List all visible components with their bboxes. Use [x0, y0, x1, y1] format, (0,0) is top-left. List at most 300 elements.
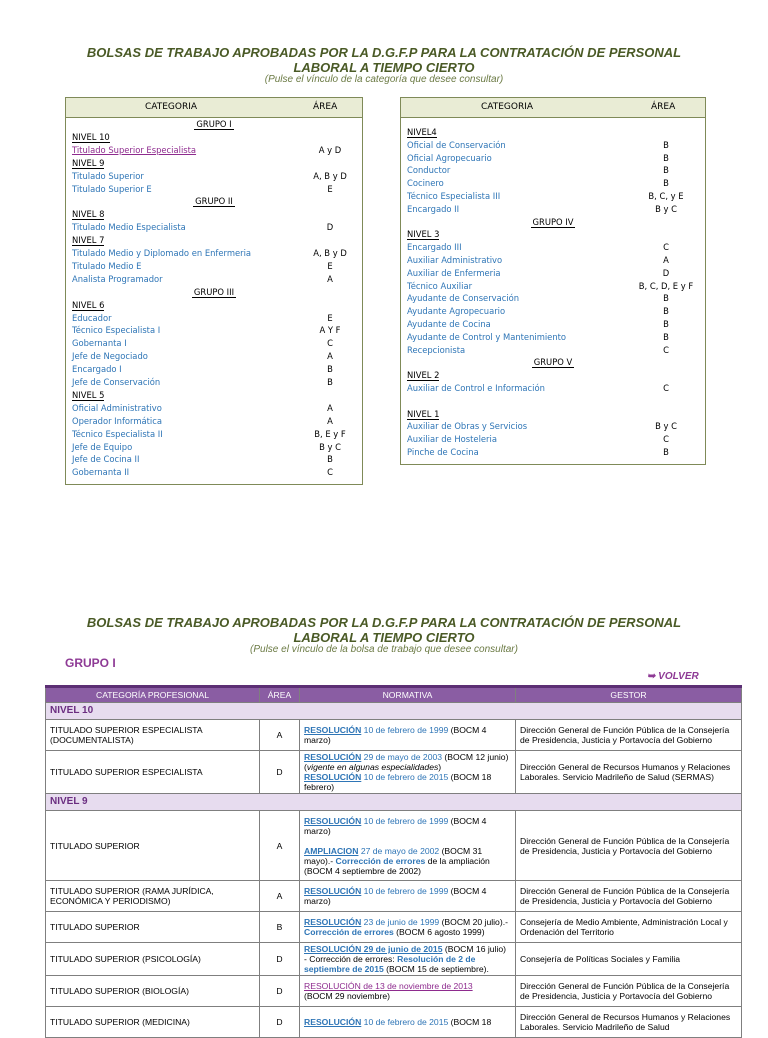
gestor-cell: Consejería de Medio Ambiente, Administración Local y Ordenación del Territorio: [516, 912, 742, 943]
row-label: [407, 139, 506, 152]
normativa-cell: [300, 1007, 516, 1038]
bocm-ref: (BOCM 4 marzo): [304, 725, 487, 745]
area-cell: D: [260, 1007, 300, 1038]
category-link[interactable]: Gobernanta II: [72, 467, 130, 478]
resolucion-date: 10 de febrero de 2015: [361, 1017, 449, 1027]
category-index-right: [400, 97, 706, 465]
area-cell: B: [260, 912, 300, 943]
col-categoria: CATEGORIA: [481, 102, 534, 112]
level-row: [46, 703, 742, 720]
area-value: A: [327, 415, 333, 426]
category-link[interactable]: Oficial de Conservación: [407, 139, 506, 150]
row-label: [407, 152, 492, 165]
area-value: E: [327, 312, 333, 323]
area-value: E: [327, 183, 333, 194]
level-label: NIVEL 9: [72, 157, 105, 168]
category-row: [66, 273, 362, 286]
row-label: [407, 446, 479, 459]
category-link[interactable]: Titulado Medio Especialista: [72, 222, 186, 233]
table-row: [46, 751, 742, 794]
bocm-ref: (BOCM 4 marzo): [304, 815, 487, 836]
area-value: D: [662, 267, 670, 278]
category-link[interactable]: Encargado I: [72, 364, 122, 375]
category-link[interactable]: Ayudante de Conservación: [407, 293, 520, 304]
area-value: A y D: [318, 144, 342, 155]
group-label: GRUPO IV: [532, 216, 574, 227]
area-value: A: [327, 273, 333, 284]
row-label: [72, 376, 160, 389]
table-row: [46, 1007, 742, 1038]
table-row: [46, 811, 742, 881]
level-label: NIVEL 5: [72, 389, 105, 400]
area-value: A: [327, 402, 333, 413]
category-row: [401, 152, 705, 165]
col-area: ÁREA: [313, 102, 338, 112]
category-row: [401, 420, 705, 433]
row-label: [407, 203, 459, 216]
spacer-row: [401, 395, 705, 408]
category-row: [401, 177, 705, 190]
col-normativa: NORMATIVA: [300, 687, 516, 703]
resolucion-link[interactable]: RESOLUCIÓN: [304, 752, 362, 762]
row-label: [72, 402, 162, 415]
resolucion-date: 10 de febrero de 1999: [361, 815, 449, 826]
bocm-ref: (BOCM 12 junio) (: [304, 752, 509, 772]
area-value: C: [663, 344, 669, 355]
area-value: B: [327, 364, 333, 375]
correccion-link[interactable]: Corrección de errores: [304, 927, 394, 937]
categoria-cell: TITULADO SUPERIOR (PSICOLOGÍA): [46, 943, 260, 976]
level-row: [401, 369, 705, 382]
row-label: [66, 195, 362, 208]
level-row: [66, 208, 362, 221]
row-label: [407, 369, 439, 382]
group-row: [66, 195, 362, 208]
category-row: [66, 144, 362, 157]
area-value: C: [327, 338, 333, 349]
page-subtitle: (Pulse el vínculo de la categoría que desee consultar): [264, 74, 504, 85]
area-cell: D: [260, 943, 300, 976]
row-label: [72, 170, 144, 183]
category-row: [401, 292, 705, 305]
level-row: [66, 157, 362, 170]
group-row: [401, 216, 705, 229]
level-label: NIVEL 1: [407, 408, 440, 419]
category-link[interactable]: Auxiliar de Control e Información: [407, 383, 545, 393]
gestor-cell: Dirección General de Función Pública de la Consejería de Presidencia, Justicia y Portavocía del Gobierno: [516, 720, 742, 751]
group-label: GRUPO V: [533, 357, 573, 368]
category-link[interactable]: Recepcionista: [407, 344, 466, 355]
gestor-cell: Consejería de Políticas Sociales y Familia: [516, 943, 742, 976]
section-title-line1: BOLSAS DE TRABAJO APROBADAS POR LA D.G.F.P PARA LA CONTRATACIÓN DE PERSONAL: [86, 615, 682, 630]
area-value: B y C: [655, 203, 677, 214]
category-row: [66, 312, 362, 325]
row-label: [401, 216, 705, 229]
area-value: B: [663, 152, 669, 163]
row-label: [407, 433, 497, 446]
level-row: [66, 131, 362, 144]
level-label: NIVEL 10: [46, 703, 742, 720]
category-link[interactable]: Educador: [72, 312, 112, 323]
category-link[interactable]: Técnico Auxiliar: [407, 280, 473, 291]
area-value: C: [663, 242, 669, 253]
level-row: [46, 794, 742, 811]
table-row: [46, 720, 742, 751]
row-label: [407, 280, 472, 293]
table-header: [46, 687, 742, 703]
row-label: [401, 356, 705, 369]
area-value: B: [663, 178, 669, 189]
area-value: D: [326, 222, 334, 233]
category-row: [66, 170, 362, 183]
category-link[interactable]: Técnico Especialista III: [407, 191, 501, 201]
category-row: [401, 305, 705, 318]
page-title-line2: LABORAL A TIEMPO CIERTO: [293, 60, 475, 75]
category-row: [66, 183, 362, 196]
normativa-cell: [300, 912, 516, 943]
row-label: [72, 144, 196, 157]
category-row: [66, 260, 362, 273]
normativa-cell: [300, 881, 516, 912]
row-label: [72, 260, 141, 273]
category-row: [66, 363, 362, 376]
normativa-cell: [300, 943, 516, 976]
level-row: [66, 234, 362, 247]
row-label: [72, 453, 139, 466]
bocm-ref: (BOCM 16 julio) - Corrección de errores:: [304, 944, 507, 964]
bocm-ref: (BOCM 20 julio).-: [439, 917, 508, 927]
level-row: [66, 299, 362, 312]
area-value: B: [663, 447, 669, 457]
row-label: [407, 228, 439, 241]
bocm-ref: (BOCM 18 febrero): [304, 772, 492, 792]
category-row: [401, 446, 705, 459]
category-row: [66, 324, 362, 337]
section-subtitle: (Pulse el vínculo de la bolsa de trabajo que desee consultar): [250, 644, 518, 655]
level-row: [401, 228, 705, 241]
bocm-ref: (BOCM 29 noviembre): [304, 991, 390, 1001]
note-close: ): [438, 762, 442, 772]
volver-link[interactable]: ➥ VOLVER: [647, 671, 699, 682]
bocm-ref: (BOCM 4 marzo): [304, 886, 487, 906]
area-value: A Y F: [319, 325, 341, 336]
row-label: [407, 331, 566, 344]
page-title-line1: BOLSAS DE TRABAJO APROBADAS POR LA D.G.F.P PARA LA CONTRATACIÓN DE PERSONAL: [86, 45, 682, 60]
resolucion-date: 10 de febrero de 1999: [361, 886, 449, 896]
category-row: [401, 139, 705, 152]
categoria-cell: TITULADO SUPERIOR (RAMA JURÍDICA, ECONÓMICA Y PERIODISMO): [46, 881, 260, 912]
categoria-cell: TITULADO SUPERIOR: [46, 811, 260, 881]
category-row: [401, 190, 705, 203]
row-label: [72, 183, 152, 196]
categoria-cell: TITULADO SUPERIOR (MEDICINA): [46, 1007, 260, 1038]
level-row: [66, 389, 362, 402]
resolucion-link[interactable]: RESOLUCIÓN: [304, 815, 362, 826]
row-label: [72, 415, 162, 428]
categoria-cell: TITULADO SUPERIOR ESPECIALISTA: [46, 751, 260, 794]
ampliacion-link[interactable]: AMPLIACION: [304, 845, 359, 856]
level-row: [401, 126, 705, 139]
note: vigente en algunas especialidades: [306, 762, 439, 772]
normativa-cell: [300, 751, 516, 794]
row-label: [407, 254, 502, 267]
category-row: [401, 241, 705, 254]
area-value: B: [663, 139, 669, 150]
table-row: [46, 976, 742, 1007]
category-link[interactable]: Oficial Agropecuario: [407, 152, 492, 163]
category-row: [401, 254, 705, 267]
category-link[interactable]: Operador Informática: [72, 415, 162, 426]
area-cell: D: [260, 751, 300, 794]
row-label: [407, 126, 437, 139]
area-value: C: [663, 383, 669, 393]
area-value: B: [663, 331, 669, 342]
level-label: NIVEL 3: [407, 229, 440, 240]
group-title: GRUPO I: [65, 656, 116, 670]
category-link[interactable]: Auxiliar Administrativo: [407, 255, 503, 265]
category-row: [66, 350, 362, 363]
category-link[interactable]: Auxiliar de Hosteleria: [407, 434, 497, 445]
category-link[interactable]: Cocinero: [407, 178, 444, 189]
row-label: [407, 267, 501, 280]
bocm-ref: (BOCM 31 mayo).-: [304, 845, 483, 866]
row-label: [407, 190, 500, 203]
level-label: NIVEL 7: [72, 235, 105, 246]
area-value: B, C, D, E y F: [638, 280, 694, 291]
row-label: [72, 337, 127, 350]
category-link[interactable]: Auxiliar de Enfermeria: [407, 267, 501, 278]
col-area: ÁREA: [651, 102, 676, 112]
level-label: NIVEL4: [407, 127, 437, 137]
category-row: [401, 203, 705, 216]
correccion-link[interactable]: Corrección de errores: [335, 855, 426, 866]
category-link[interactable]: Jefe de Equipo: [72, 441, 133, 452]
category-link[interactable]: Oficial Administrativo: [72, 402, 162, 413]
area-value: A: [327, 351, 333, 362]
category-link[interactable]: Jefe de Conservación: [72, 377, 161, 387]
category-link[interactable]: Ayudante Agropecuario: [407, 306, 506, 317]
category-row: [401, 433, 705, 446]
resolucion-link[interactable]: RESOLUCIÓN: [304, 886, 362, 896]
level-label: NIVEL 2: [407, 370, 440, 381]
row-label: [72, 208, 104, 221]
row-label: [72, 273, 163, 286]
group-row: [66, 118, 362, 131]
category-link[interactable]: Analista Programador: [72, 273, 163, 284]
category-row: [401, 267, 705, 280]
group-row: [66, 286, 362, 299]
category-row: [66, 466, 362, 479]
row-label: [72, 312, 112, 325]
resolucion-link[interactable]: RESOLUCIÓN: [304, 1017, 362, 1027]
row-label: [72, 350, 148, 363]
area-cell: A: [260, 881, 300, 912]
resolucion-link[interactable]: RESOLUCIÓN: [304, 725, 362, 735]
gestor-cell: Dirección General de Recursos Humanos y Relaciones Laborales. Servicio Madrileño de Salud: [516, 1007, 742, 1038]
normativa-cell: [300, 811, 516, 881]
area-value: A, B y D: [313, 170, 347, 181]
ampliacion-date: 27 de mayo de 2002: [358, 845, 440, 856]
row-label: [72, 428, 163, 441]
row-label: [72, 389, 104, 402]
category-row: [66, 337, 362, 350]
row-label: [407, 318, 491, 331]
row-label: [72, 466, 129, 479]
category-index-left: [65, 97, 363, 485]
category-link[interactable]: Titulado Superior E: [72, 183, 152, 194]
col-categoria: CATEGORIA: [145, 102, 198, 112]
area-cell: A: [260, 720, 300, 751]
bocm-ref: (BOCM 6 agosto 1999): [393, 927, 485, 937]
category-row: [401, 331, 705, 344]
level-label: NIVEL 10: [72, 131, 110, 142]
category-link[interactable]: Pinche de Cocina: [407, 447, 479, 457]
area-value: B: [663, 319, 669, 329]
row-label: [72, 131, 110, 144]
category-link[interactable]: Ayudante de Control y Mantenimiento: [407, 331, 567, 342]
row-label: [72, 363, 122, 376]
row-label: [72, 157, 104, 170]
resolucion-link[interactable]: RESOLUCIÓN: [304, 772, 362, 782]
resolucion-date: 29 de mayo de 2003: [361, 752, 443, 762]
group-label: GRUPO III: [193, 286, 235, 297]
resolucion-link[interactable]: RESOLUCIÓN 29 de junio de 2015: [304, 944, 443, 954]
row-label: [72, 221, 186, 234]
row-label: [72, 299, 104, 312]
bocm-ref: (BOCM 18: [448, 1017, 492, 1027]
row-label: [407, 164, 450, 177]
row-label: [72, 324, 160, 337]
row-label: [72, 234, 104, 247]
area-value: E: [327, 260, 333, 271]
level-label: NIVEL 9: [46, 794, 742, 811]
category-row: [66, 402, 362, 415]
area-value: B: [663, 293, 669, 304]
category-row: [401, 164, 705, 177]
category-link[interactable]: Titulado Medio E: [72, 260, 142, 271]
category-row: [66, 221, 362, 234]
category-link[interactable]: Encargado III: [407, 242, 462, 253]
category-link[interactable]: Titulado Superior: [72, 170, 144, 181]
category-row: [401, 280, 705, 293]
col-categoria-profesional: CATEGORÍA PROFESIONAL: [46, 687, 260, 703]
normativa-cell: [300, 720, 516, 751]
bocm-ref: de la ampliación (BOCM 4 septiembre de 2002): [304, 855, 490, 876]
level-label: NIVEL 8: [72, 209, 105, 220]
category-link[interactable]: Encargado II: [407, 203, 460, 214]
gestor-cell: Dirección General de Función Pública de la Consejería de Presidencia, Justicia y Portavocía del Gobierno: [516, 976, 742, 1007]
row-label: [407, 408, 439, 421]
section-title-line2: LABORAL A TIEMPO CIERTO: [293, 630, 475, 645]
area-value: B: [327, 377, 333, 387]
category-row: [401, 344, 705, 357]
group-row: [401, 356, 705, 369]
area-cell: A: [260, 811, 300, 881]
category-row: [66, 441, 362, 454]
category-row: [401, 318, 705, 331]
area-value: B y C: [655, 421, 677, 432]
category-row: [66, 428, 362, 441]
level-row: [401, 408, 705, 421]
table-row: [46, 881, 742, 912]
col-gestor: GESTOR: [516, 687, 742, 703]
resolucion-date: 10 de febrero de 2015: [361, 772, 449, 782]
bocm-ref: (BOCM 15 de septiembre).: [383, 964, 489, 974]
resolucion-link[interactable]: RESOLUCIÓN: [304, 917, 362, 927]
category-link[interactable]: Técnico Especialista I: [72, 325, 161, 336]
area-value: B y C: [319, 441, 341, 452]
category-row: [66, 247, 362, 260]
category-link[interactable]: Jefe de Negociado: [72, 351, 148, 362]
category-link[interactable]: Gobernanta I: [72, 338, 127, 349]
row-label: [407, 382, 545, 395]
area-value: B: [663, 306, 669, 317]
row-label: [407, 292, 519, 305]
category-link[interactable]: Ayudante de Cocina: [407, 319, 491, 329]
row-label: [72, 247, 251, 260]
area-value: A, B y D: [313, 248, 347, 258]
index-header: [401, 98, 705, 118]
group-label: GRUPO I: [196, 119, 232, 129]
gestor-cell: Dirección General de Función Pública de la Consejería de Presidencia, Justicia y Portavocía del Gobierno: [516, 881, 742, 912]
row-label: [407, 177, 444, 190]
category-row: [66, 415, 362, 428]
area-cell: D: [260, 976, 300, 1007]
area-value: B, C, y E: [648, 191, 684, 201]
resolucion-date: 10 de febrero de 1999: [361, 725, 449, 735]
categoria-cell: TITULADO SUPERIOR ESPECIALISTA (DOCUMENTALISTA): [46, 720, 260, 751]
level-label: NIVEL 6: [72, 299, 105, 310]
row-label: [407, 305, 505, 318]
resolucion-link[interactable]: RESOLUCIÓN de 13 de noviembre de 2013: [304, 981, 473, 991]
row-label: [66, 286, 362, 299]
category-link[interactable]: Técnico Especialista II: [72, 428, 163, 439]
resolucion-date: 23 de junio de 1999: [361, 917, 440, 927]
category-link[interactable]: Jefe de Cocina II: [72, 454, 140, 465]
gestor-cell: Dirección General de Recursos Humanos y Relaciones Laborales. Servicio Madrileño de Salud (SERMAS): [516, 751, 742, 794]
area-value: C: [327, 467, 333, 478]
category-link[interactable]: Auxiliar de Obras y Servicios: [407, 421, 528, 432]
row-label: [407, 420, 527, 433]
table-row: [46, 912, 742, 943]
area-value: B: [663, 165, 669, 176]
row-label: [66, 118, 362, 131]
categoria-cell: TITULADO SUPERIOR: [46, 912, 260, 943]
category-link[interactable]: Titulado Medio y Diplomado en Enfermeria: [72, 248, 252, 258]
area-value: C: [663, 434, 669, 445]
category-row: [66, 453, 362, 466]
group-label: GRUPO II: [195, 196, 233, 207]
index-header: [66, 98, 362, 118]
col-area: ÁREA: [260, 687, 300, 703]
categoria-cell: TITULADO SUPERIOR (BIOLOGÍA): [46, 976, 260, 1007]
category-row: [66, 376, 362, 389]
normativa-cell: [300, 976, 516, 1007]
row-label: [407, 241, 462, 254]
correccion-resolucion-link[interactable]: Resolución de 2 de septiembre de 2015: [304, 954, 476, 974]
table-row: [46, 943, 742, 976]
gestor-cell: Dirección General de Función Pública de la Consejería de Presidencia, Justicia y Portavocía del Gobierno: [516, 811, 742, 881]
job-pool-table: [45, 685, 742, 1038]
category-link[interactable]: Titulado Superior Especialista: [72, 144, 197, 155]
category-row: [401, 382, 705, 395]
row-label: [72, 441, 132, 454]
row-label: [407, 344, 465, 357]
category-link[interactable]: Conductor: [407, 165, 451, 176]
area-value: A: [663, 255, 669, 265]
area-value: B: [327, 454, 333, 465]
area-value: B, E y F: [314, 428, 346, 439]
